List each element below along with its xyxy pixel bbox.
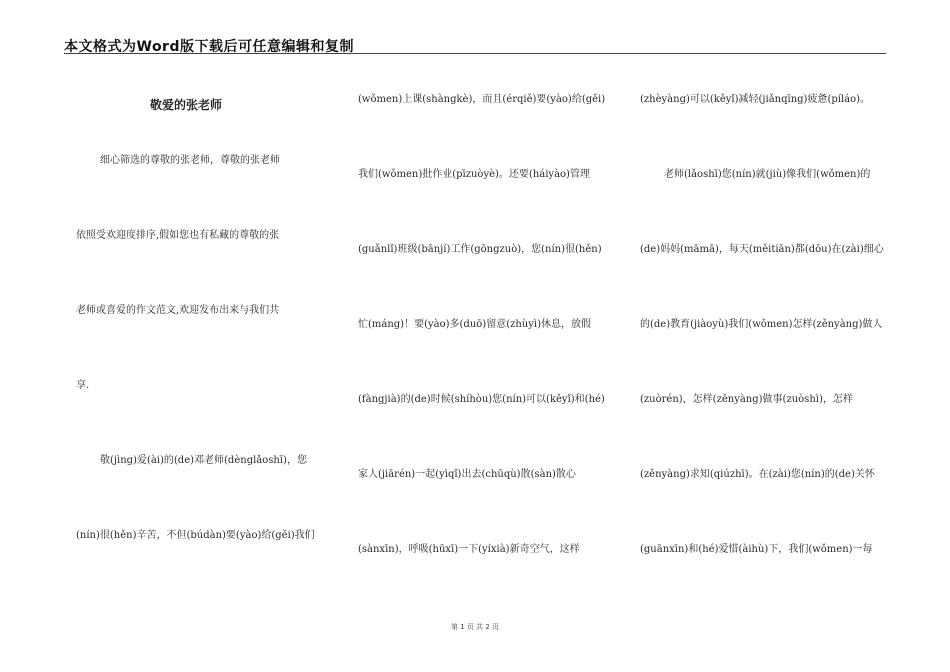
text-line: (de)妈妈(māmā)，每天(měitiān)都(dōu)在(zài)细心 — [640, 244, 884, 255]
document-header: 本文格式为Word版下载后可任意编辑和复制 — [64, 39, 354, 55]
text-line: 的(de)教育(jiàoyù)我们(wǒmen)怎样(zěnyàng)做人 — [640, 319, 883, 330]
text-line: (guǎnlǐ)班级(bānjí)工作(gōngzuò)，您(nín)很(hěn) — [358, 244, 602, 255]
text-line: 老师(lǎoshī)您(nín)就(jiù)像我们(wǒmen)的 — [664, 169, 871, 180]
text-line: 我们(wǒmen)批作业(pīzuòyè)。还要(háiyào)管理 — [358, 169, 590, 180]
text-line: 忙(máng)！要(yào)多(duō)留意(zhùyì)休息，放假 — [358, 319, 591, 330]
text-line: (sànxīn)，呼吸(hūxī)一下(yíxià)新奇空气，这样 — [358, 544, 580, 555]
text-line: 依照受欢迎度排序,假如您也有私藏的尊敬的张 — [76, 230, 280, 241]
text-line: (zhèyàng)可以(kěyǐ)减轻(jiǎnqīng)疲惫(píláo)。 — [640, 94, 871, 105]
text-column-2 — [340, 0, 630, 620]
text-line: (guānxīn)和(hé)爱惜(àihù)下，我们(wǒmen)一每 — [640, 544, 873, 555]
text-line: 享. — [76, 380, 90, 391]
text-line: (zěnyàng)求知(qiúzhī)。在(zài)您(nín)的(de)关怀 — [640, 469, 875, 480]
text-line: 敬(jìng)爱(ài)的(de)邓老师(dènglǎoshī)，您 — [100, 455, 307, 466]
text-line: (fàngjià)的(de)时候(shíhòu)您(nín)可以(kěyǐ)和(hé) — [358, 394, 605, 405]
text-column-3 — [620, 0, 910, 620]
text-line: 细心筛选的尊敬的张老师，尊敬的张老师 — [100, 155, 280, 166]
text-line: (wǒmen)上课(shàngkè)，而且(érqiě)要(yào)给(gěi) — [358, 94, 606, 105]
page-footer: 第 1 页 共 2 页 — [450, 623, 500, 631]
text-line: 老师或喜爱的作文范文,欢迎发布出来与我们共 — [76, 305, 280, 316]
text-line: 家人(jiārén)一起(yìqǐ)出去(chūqù)散(sàn)散心 — [358, 469, 576, 480]
text-line: (zuòrén)，怎样(zěnyàng)做事(zuòshì)，怎样 — [640, 394, 853, 405]
text-line: (nín)很(hěn)辛苦，不但(búdàn)要(yào)给(gěi)我们 — [76, 530, 315, 541]
text-column-1 — [0, 0, 320, 620]
document-title: 敬爱的张老师 — [150, 98, 223, 112]
